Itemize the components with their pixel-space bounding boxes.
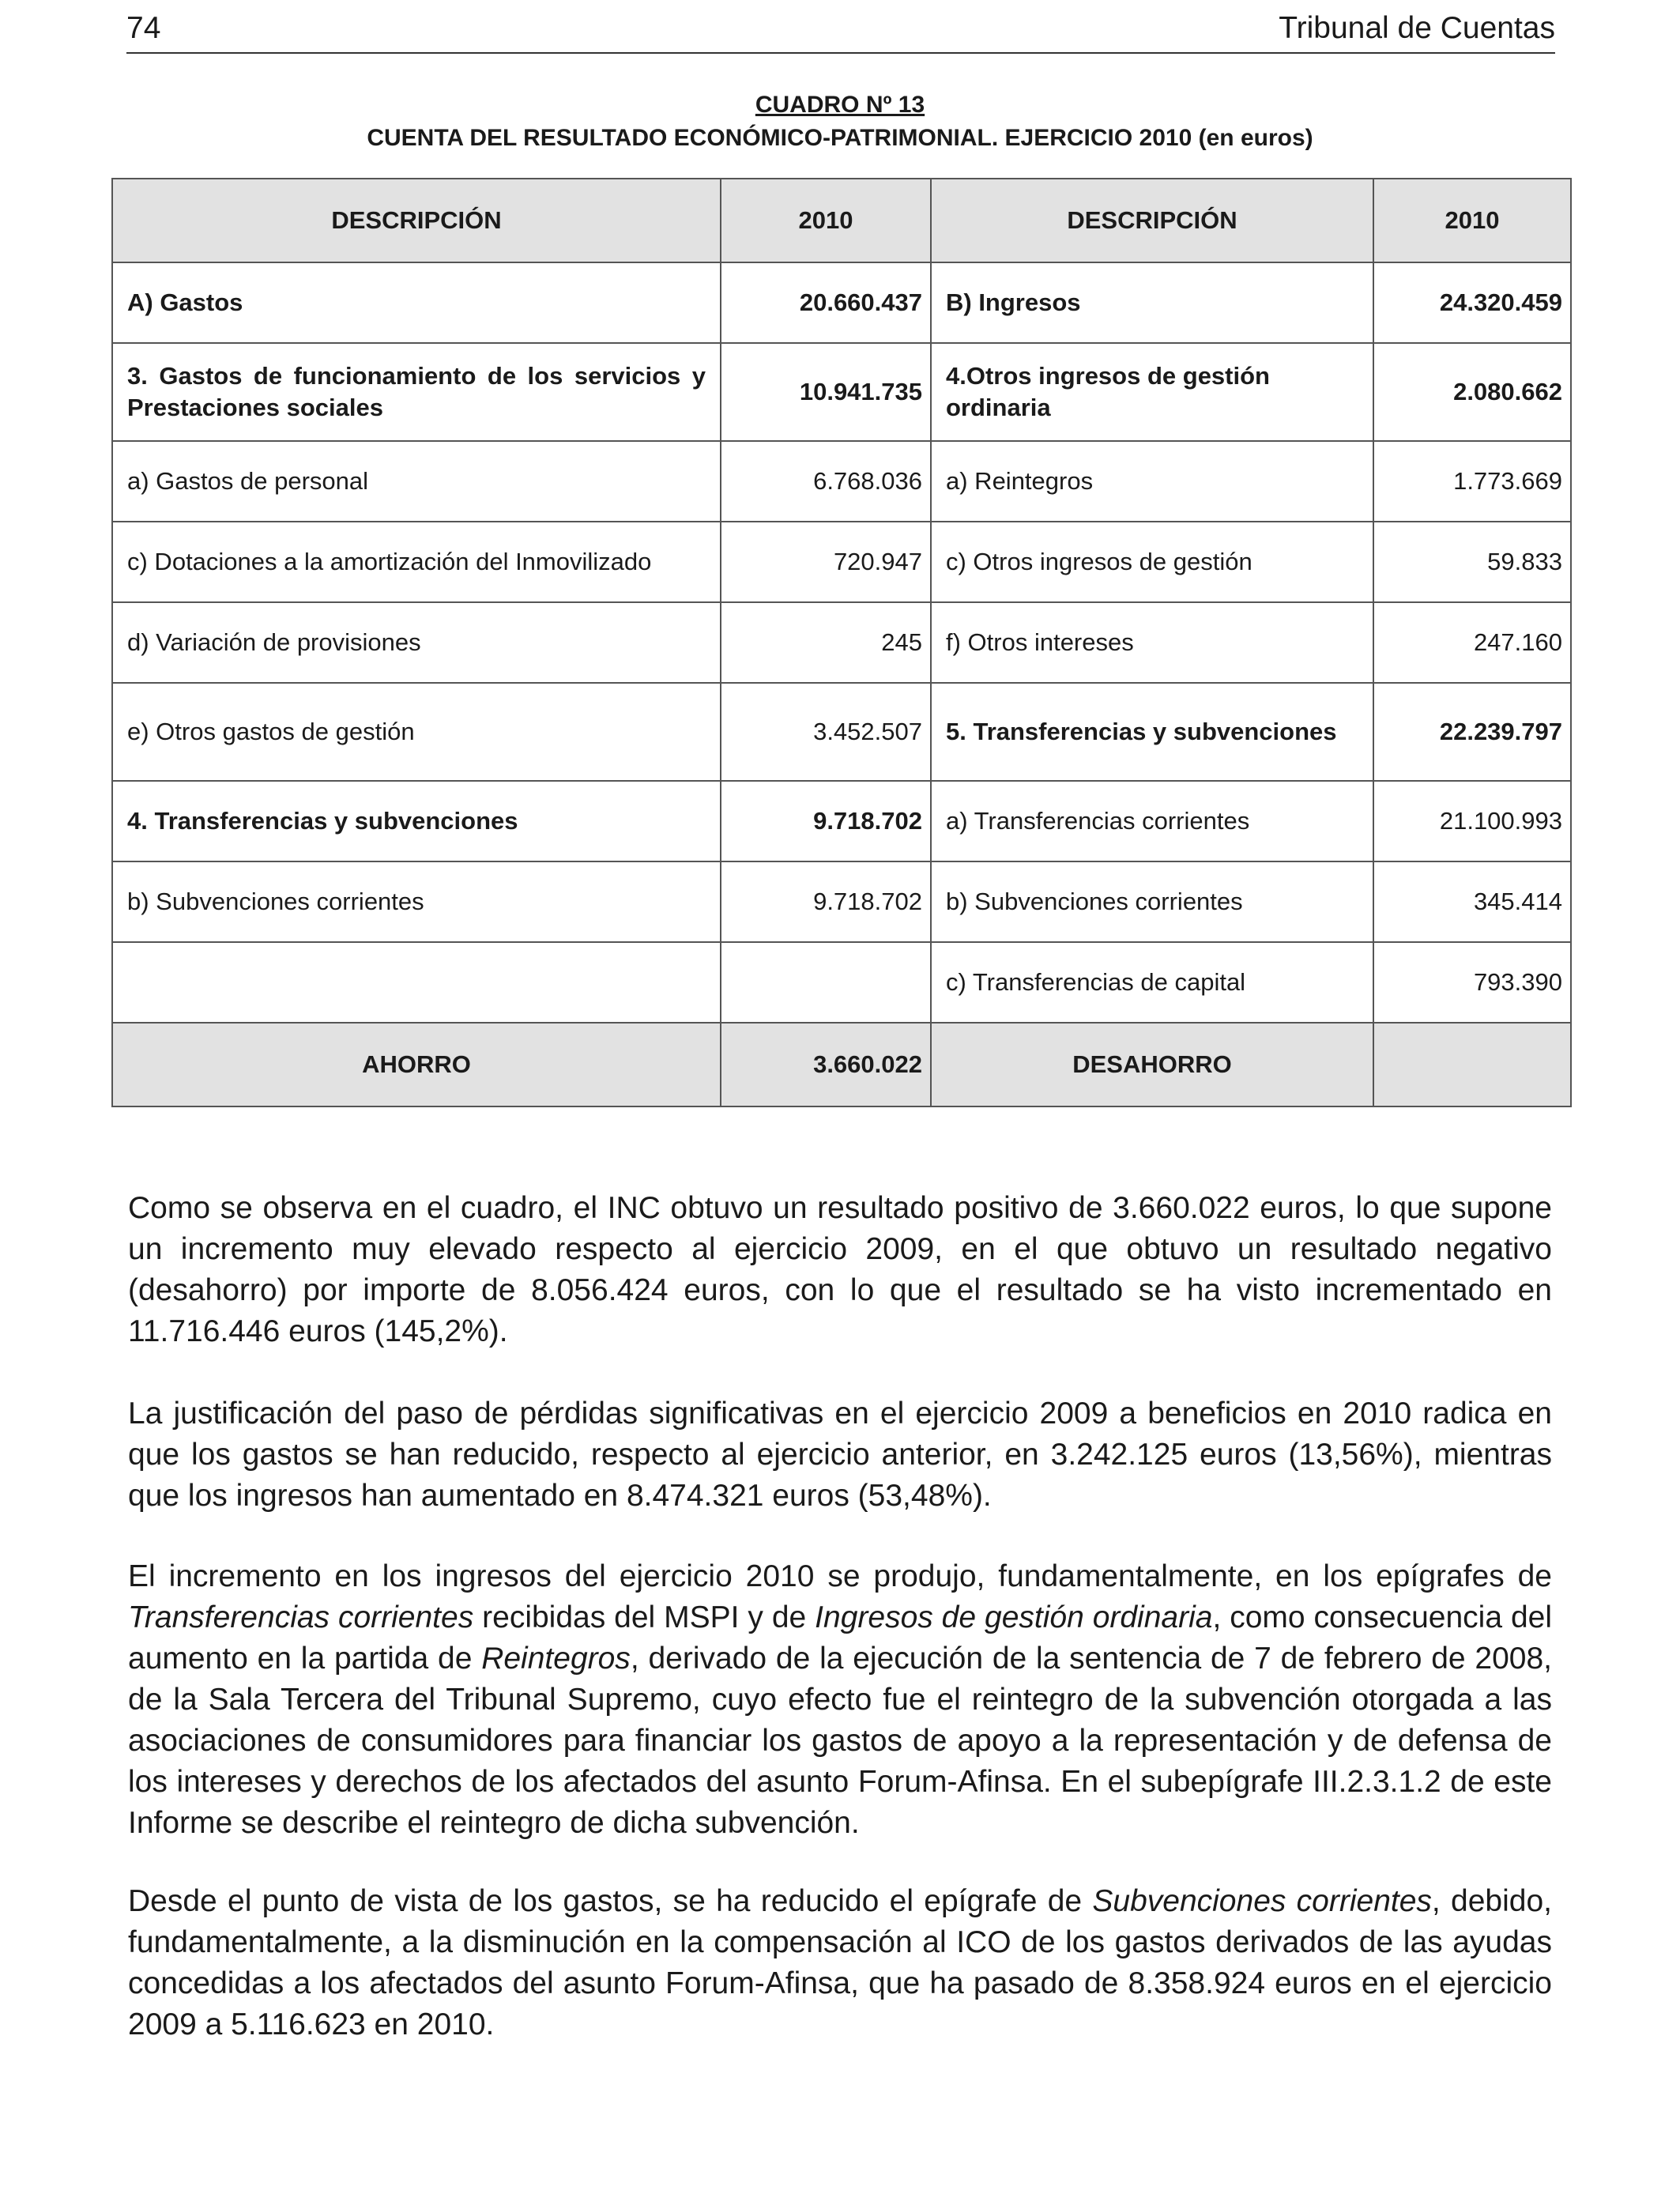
paragraph-expense-reduction — [128, 1881, 1552, 2045]
income-amount: 2.080.662 — [1373, 343, 1571, 441]
paragraph-result-summary: Como se observa en el cuadro, el INC obtuvo un resultado positivo de 3.660.022 euros, lo que supone un incremento muy elevado respecto al ejercicio 2009, en el que obtuvo un resultado negativo (desahorro) por importe de 8.056.424 euros, con lo que el resultado se ha visto incrementado en 11.716.446 euros (145,2%). — [128, 1191, 1552, 1348]
expense-amount: 6.768.036 — [721, 441, 931, 522]
income-description: a) Reintegros — [931, 441, 1373, 522]
expense-amount: 245 — [721, 602, 931, 683]
expense-description: 3. Gastos de funcionamiento de los servicios y Prestaciones sociales — [112, 343, 721, 441]
deficit-label: DESAHORRO — [931, 1023, 1373, 1106]
table-row — [112, 602, 1571, 683]
expense-amount: 3.452.507 — [721, 683, 931, 781]
expense-description: a) Gastos de personal — [112, 441, 721, 522]
expense-amount: 9.718.702 — [721, 781, 931, 861]
income-amount: 793.390 — [1373, 942, 1571, 1023]
income-amount: 247.160 — [1373, 602, 1571, 683]
text-run: Desde el punto de vista de los gastos, se ha reducido el epígrafe de — [128, 1884, 1093, 1918]
italic-term: Transferencias corrientes — [128, 1600, 474, 1634]
table-row — [112, 262, 1571, 343]
deficit-amount — [1373, 1023, 1571, 1106]
header-cell: DESCRIPCIÓN — [931, 179, 1373, 262]
header-cell: DESCRIPCIÓN — [112, 179, 721, 262]
income-description: B) Ingresos — [931, 262, 1373, 343]
italic-term: Ingresos de gestión ordinaria — [815, 1600, 1213, 1634]
italic-term: Subvenciones corrientes — [1092, 1884, 1432, 1918]
table-title: CUENTA DEL RESULTADO ECONÓMICO-PATRIMONIAL. EJERCICIO 2010 (en euros) — [367, 125, 1313, 151]
income-amount: 21.100.993 — [1373, 781, 1571, 861]
text-run: , debido, fundamentalmente, a la disminución en la compensación al ICO de los gastos derivados de las ayudas concedidas a los afectados del asunto Forum-Afinsa, que ha pasado de 8.358.924 euros en el ejercicio 2009 a 5.116.623 en 2010. — [128, 1884, 1553, 2041]
income-description: b) Subvenciones corrientes — [931, 861, 1373, 942]
expense-description: c) Dotaciones a la amortización del Inmovilizado — [112, 522, 721, 602]
text-run: , derivado de la ejecución de la sentencia de 7 de febrero de 2008, de la Sala Tercera del Tribunal Supremo, cuyo efecto fue el reintegro de la subvención otorgada a las asociaciones de consumidores para financiar los gastos de apoyo a la representación y de defensa de los intereses y derechos de los afectados del asunto Forum-Afinsa. En el subepígrafe III.2.3.1.2 de este Informe se describe el reintegro de dicha subvención. — [128, 1642, 1552, 1840]
result-account-table — [111, 178, 1572, 1107]
expense-amount: 720.947 — [721, 522, 931, 602]
paragraph-income-increase — [128, 1556, 1552, 1844]
page-number: 74 — [126, 11, 161, 45]
expense-description: b) Subvenciones corrientes — [112, 861, 721, 942]
expense-description: 4. Transferencias y subvenciones — [112, 781, 721, 861]
expense-amount: 9.718.702 — [721, 861, 931, 942]
income-description: 5. Transferencias y subvenciones — [931, 683, 1373, 781]
expense-amount — [721, 942, 931, 1023]
income-description: a) Transferencias corrientes — [931, 781, 1373, 861]
italic-term: Reintegros — [481, 1642, 631, 1676]
table-row — [112, 683, 1571, 781]
text-run: El incremento en los ingresos del ejercicio 2010 se produjo, fundamentalmente, en los epígrafes de — [128, 1559, 1552, 1593]
table-row — [112, 343, 1571, 441]
page-header — [126, 6, 1555, 54]
header-cell: 2010 — [721, 179, 931, 262]
text-run: , como consecuencia del aumento en la partida de — [128, 1600, 1552, 1676]
table-row — [112, 781, 1571, 861]
expense-description: d) Variación de provisiones — [112, 602, 721, 683]
table-number: CUADRO Nº 13 — [755, 92, 925, 118]
income-description: 4.Otros ingresos de gestión ordinaria — [931, 343, 1373, 441]
header-cell: 2010 — [1373, 179, 1571, 262]
expense-amount: 20.660.437 — [721, 262, 931, 343]
expense-description: A) Gastos — [112, 262, 721, 343]
savings-label: AHORRO — [112, 1023, 721, 1106]
table-footer-row — [112, 1023, 1571, 1106]
income-amount: 22.239.797 — [1373, 683, 1571, 781]
income-amount: 59.833 — [1373, 522, 1571, 602]
income-amount: 345.414 — [1373, 861, 1571, 942]
income-description: c) Otros ingresos de gestión — [931, 522, 1373, 602]
income-description: f) Otros intereses — [931, 602, 1373, 683]
savings-amount: 3.660.022 — [721, 1023, 931, 1106]
income-amount: 1.773.669 — [1373, 441, 1571, 522]
expense-description — [112, 942, 721, 1023]
running-title: Tribunal de Cuentas — [1279, 11, 1555, 45]
paragraph-justification: La justificación del paso de pérdidas significativas en el ejercicio 2009 a beneficios en 2010 radica en que los gastos se han reducido, respecto al ejercicio anterior, en 3.242.125 euros (13,56%), mientras que los ingresos han aumentado en 8.474.321 euros (53,48%). — [128, 1397, 1552, 1513]
expense-amount: 10.941.735 — [721, 343, 931, 441]
expense-description: e) Otros gastos de gestión — [112, 683, 721, 781]
table-row — [112, 942, 1571, 1023]
table-row — [112, 861, 1571, 942]
table-header-row — [112, 179, 1571, 262]
table-row — [112, 522, 1571, 602]
income-amount: 24.320.459 — [1373, 262, 1571, 343]
text-run: recibidas del MSPI y de — [473, 1600, 816, 1634]
table-row — [112, 441, 1571, 522]
income-description: c) Transferencias de capital — [931, 942, 1373, 1023]
